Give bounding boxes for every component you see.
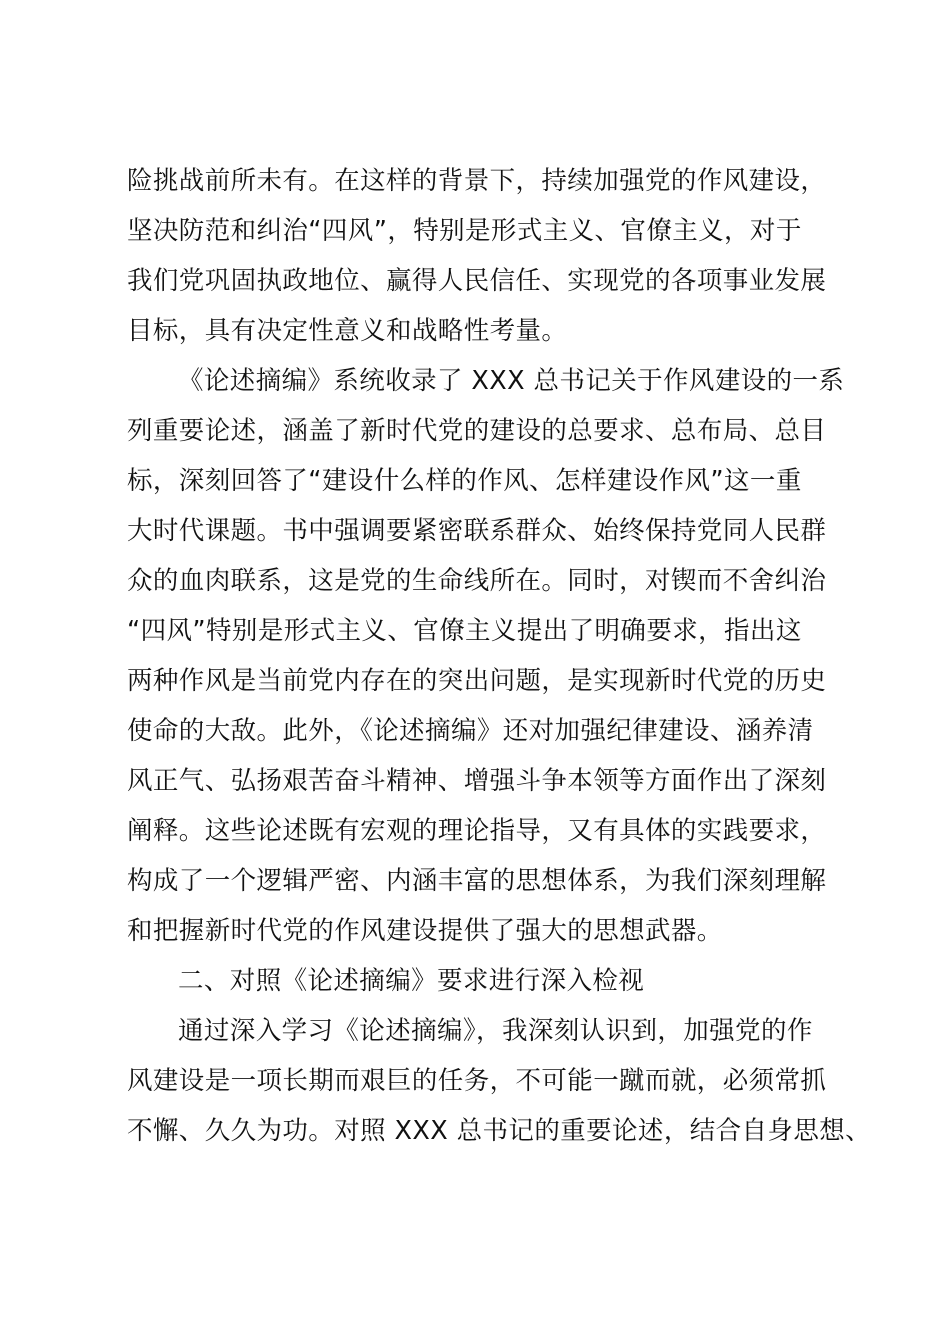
text-line: 不懈、久久为功。对照 XXX 总书记的重要论述，结合自身思想、 [127,1116,872,1146]
text-line: 构成了一个逻辑严密、内涵丰富的思想体系，为我们深刻理解 [127,866,827,896]
text-line: 两种作风是当前党内存在的突出问题，是实现新时代党的历史 [127,666,827,696]
text-line: 和把握新时代党的作风建设提供了强大的思想武器。 [127,916,723,946]
text-line: 目标，具有决定性意义和战略性考量。 [127,316,568,346]
text-line: 风建设是一项长期而艰巨的任务，不可能一蹴而就，必须常抓 [127,1066,827,1096]
text-line: 标，深刻回答了“建设什么样的作风、怎样建设作风”这一重 [127,466,802,496]
text-line: 风正气、弘扬艰苦奋斗精神、增强斗争本领等方面作出了深刻 [127,766,827,796]
section-heading: 二、对照《论述摘编》要求进行深入检视 [178,966,645,996]
text-line: 使命的大敌。此外，《论述摘编》还对加强纪律建设、涵养清 [127,716,814,746]
text-line: 我们党巩固执政地位、赢得人民信任、实现党的各项事业发展 [127,266,827,296]
text-line: 众的血肉联系，这是党的生命线所在。同时，对锲而不舍纠治 [127,566,827,596]
text-line: 大时代课题。书中强调要紧密联系群众、始终保持党同人民群 [127,516,827,546]
text-line: 列重要论述，涵盖了新时代党的建设的总要求、总布局、总目 [127,416,827,446]
text-line: “四风”特别是形式主义、官僚主义提出了明确要求，指出这 [127,616,802,646]
paragraph-start-line: 通过深入学习《论述摘编》，我深刻认识到，加强党的作 [178,1016,813,1046]
text-line: 阐释。这些论述既有宏观的理论指导，又有具体的实践要求， [127,816,827,846]
paragraph-start-line: 《论述摘编》系统收录了 XXX 总书记关于作风建设的一系 [178,366,845,396]
body-text [127,156,872,1156]
text-line: 坚决防范和纠治“四风”，特别是形式主义、官僚主义，对于 [127,216,802,246]
text-line: 险挑战前所未有。在这样的背景下，持续加强党的作风建设， [127,166,827,196]
